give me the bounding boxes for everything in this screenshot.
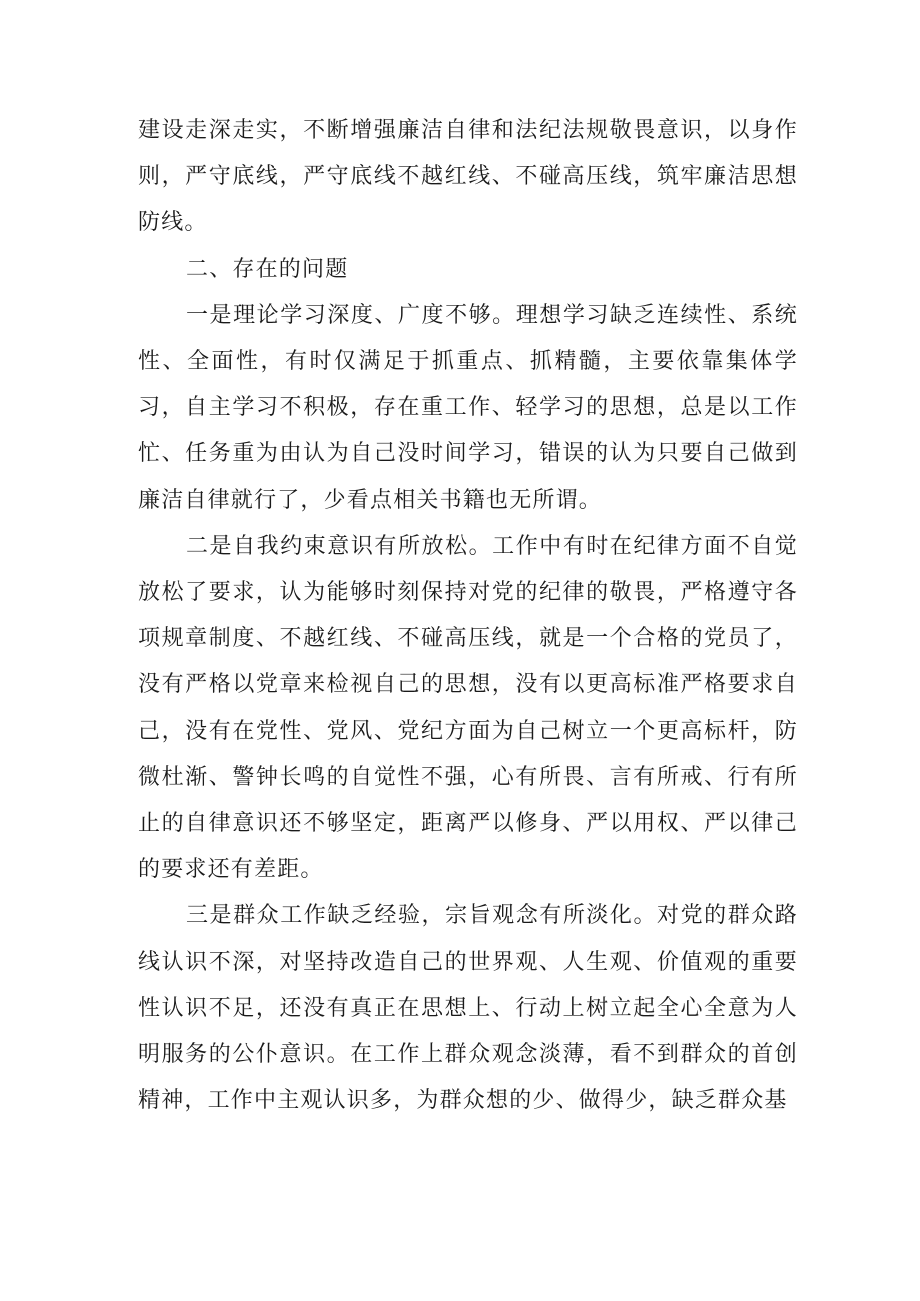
paragraph-problem-one: 一是理论学习深度、广度不够。理想学习缺乏连续性、系统性、全面性，有时仅满足于抓重点、抓精髓，主要依靠集体学习，自主学习不积极，存在重工作、轻学习的思想，总是以工作忙、任务重为由认为自己没时间学习，错误的认为只要自己做到廉洁自律就行了，少看点相关书籍也无所谓。 — [138, 302, 798, 513]
paragraph-problem-two: 二是自我约束意识有所放松。工作中有时在纪律方面不自觉放松了要求，认为能够时刻保持对党的纪律的敬畏，严格遵守各项规章制度、不越红线、不碰高压线，就是一个合格的党员了，没有严格以党章来检视自己的思想，没有以更高标准严格要求自己，没有在党性、党风、党纪方面为自己树立一个更高标杆，防微杜渐、警钟长鸣的自觉性不强，心有所畏、言有所戒、行有所止的自律意识还不够坚定，距离严以修身、严以用权、严以律己的要求还有差距。 — [138, 533, 798, 883]
paragraph-problem-three: 三是群众工作缺乏经验，宗旨观念有所淡化。对党的群众路线认识不深，对坚持改造自己的世界观、人生观、价值观的重要性认识不足，还没有真正在思想上、行动上树立起全心全意为人明服务的公仆意识。在工作上群众观念淡薄，看不到群众的首创精神，工作中主观认识多，为群众想的少、做得少，缺乏群众基 — [138, 903, 798, 1114]
section-heading: 二、存在的问题 — [186, 256, 349, 282]
paragraph-continuation: 建设走深走实，不断增强廉洁自律和法纪法规敬畏意识，以身作则，严守底线，严守底线不越红线、不碰高压线，筑牢廉洁思想防线。 — [138, 118, 798, 236]
document-body — [138, 108, 798, 1124]
